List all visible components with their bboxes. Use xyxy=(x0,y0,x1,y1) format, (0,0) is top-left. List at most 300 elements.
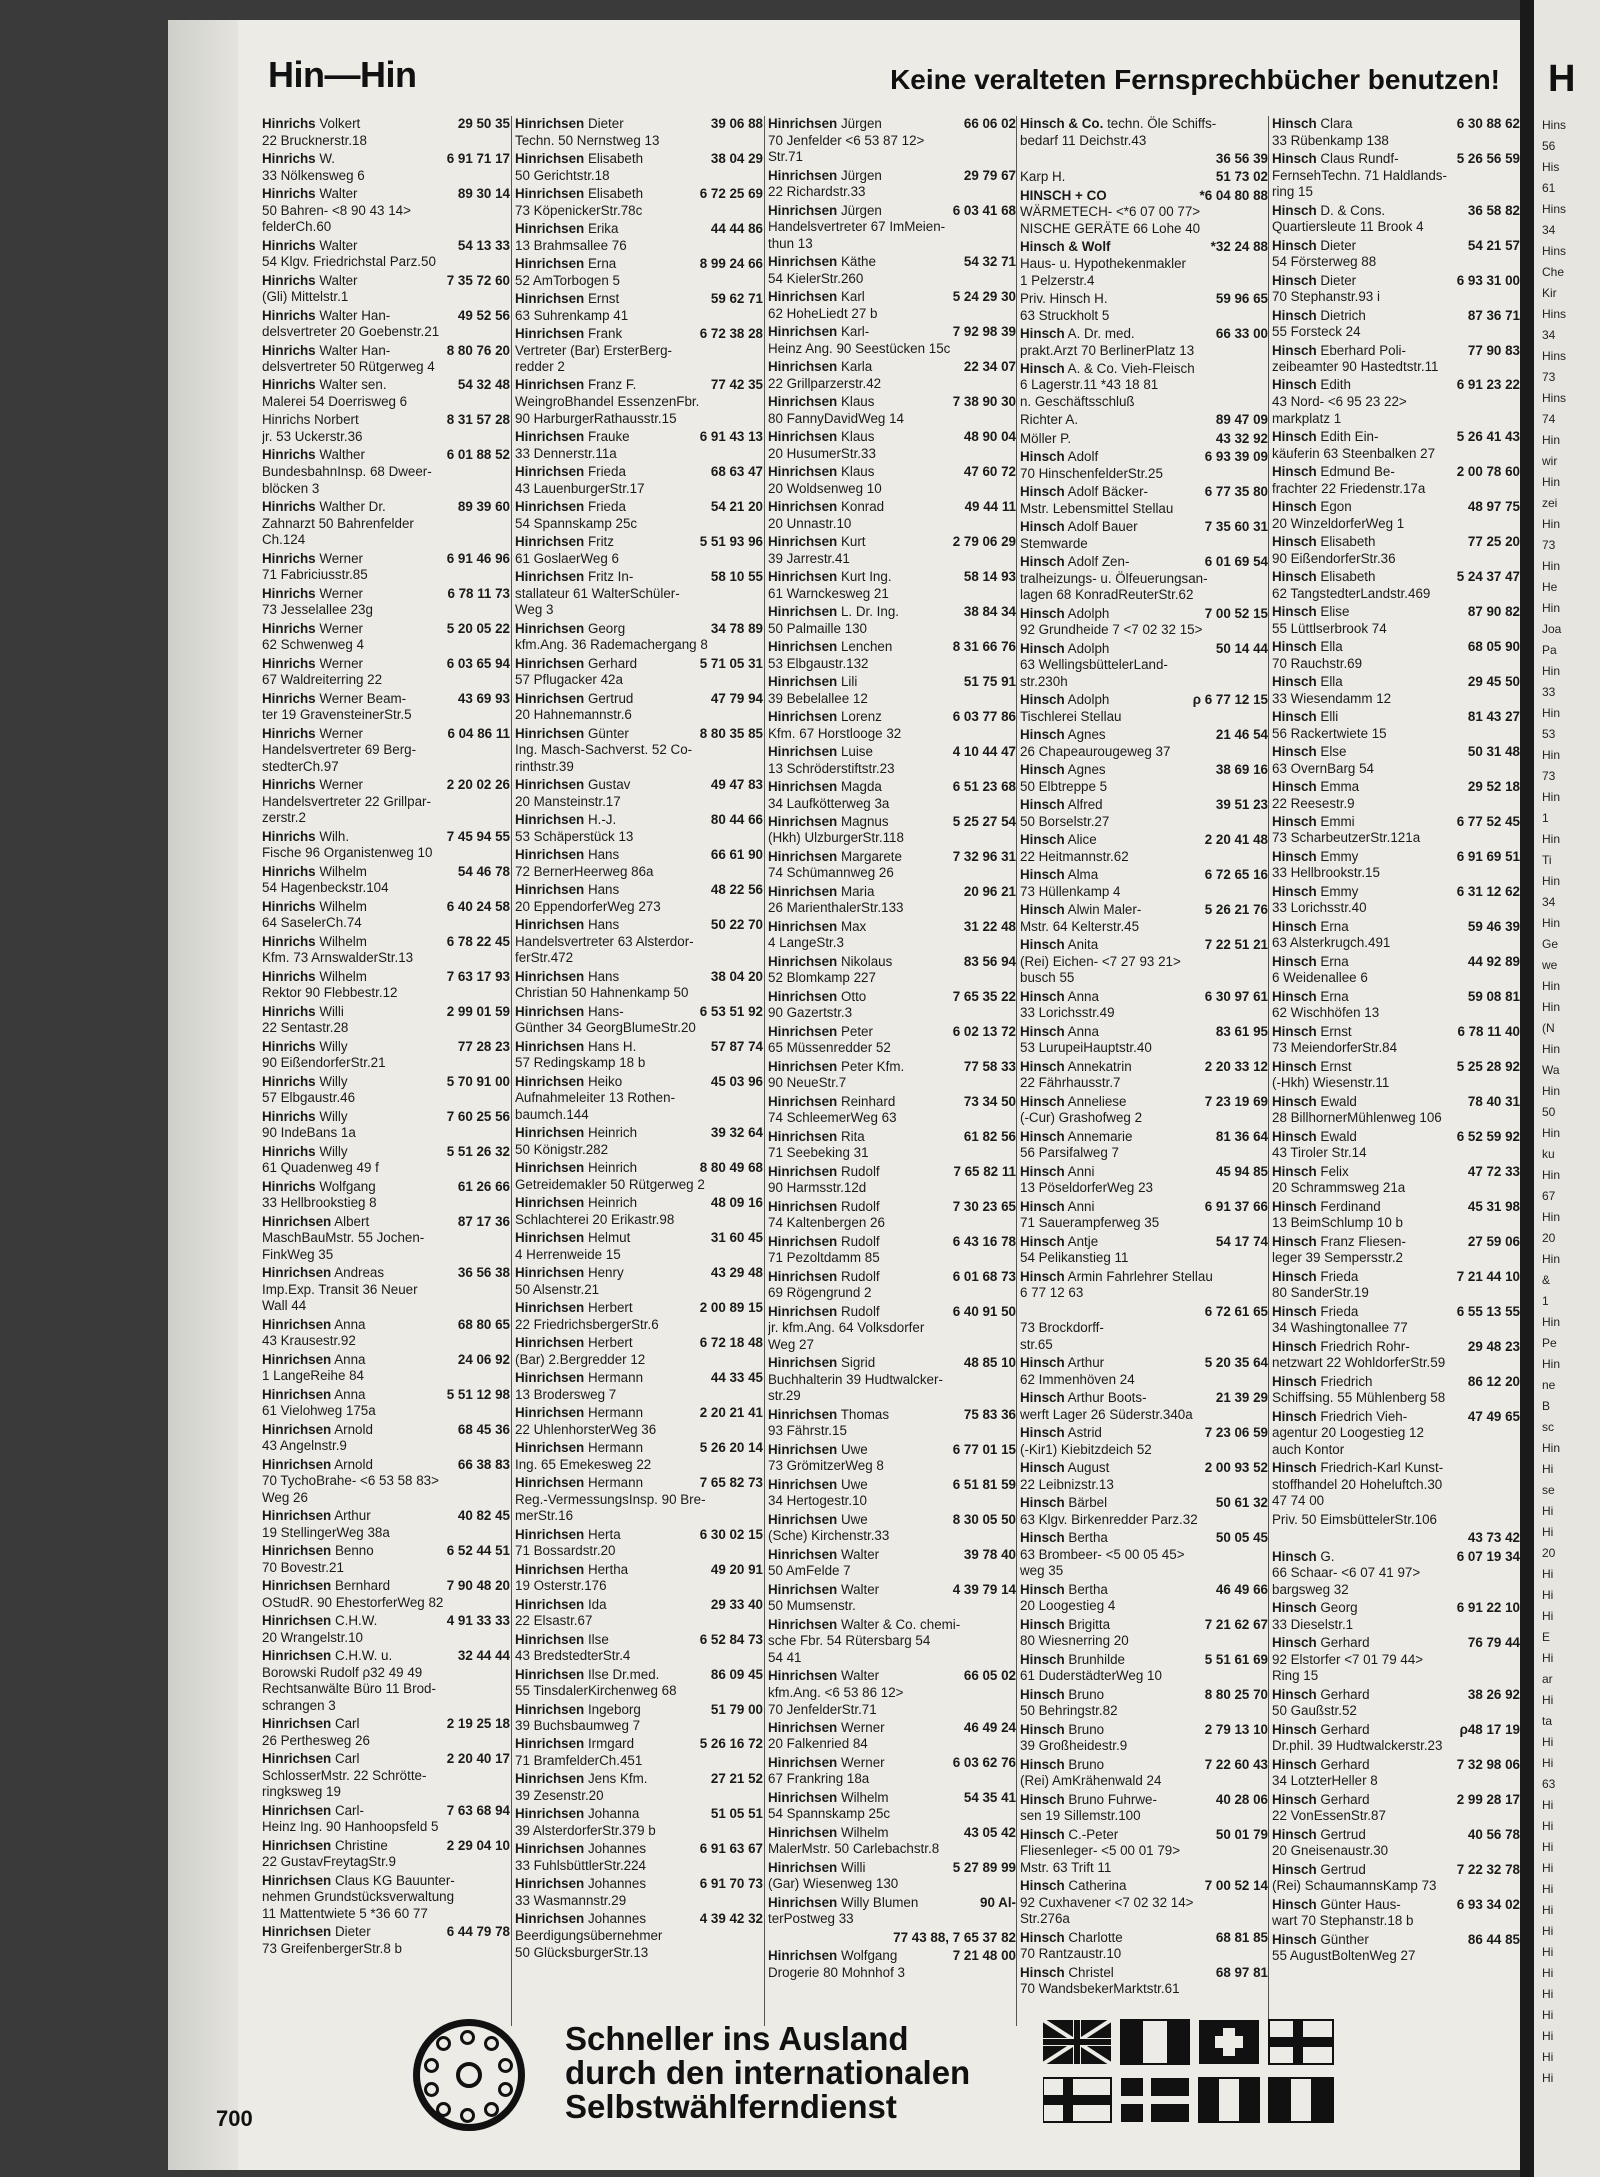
entry-label xyxy=(1020,1355,1104,1372)
entry-address-line: 63 Suhrenkamp 41 xyxy=(515,307,629,323)
entry-address-line: Rektor 90 Flebbestr.12 xyxy=(262,985,398,1001)
directory-entry xyxy=(768,168,1016,201)
entry-headline xyxy=(262,1074,510,1091)
subscriber-surname: Hinsch xyxy=(1272,813,1317,829)
entry-address-line: 73 Brockdorff- xyxy=(1020,1320,1104,1336)
entry-headline xyxy=(515,377,763,394)
entry-address-line: 71 Sauerampferweg 35 xyxy=(1020,1215,1160,1231)
directory-entry xyxy=(1272,1862,1520,1895)
directory-entry xyxy=(262,1543,510,1576)
directory-entry xyxy=(768,324,1016,357)
phone-number: 2 20 41 48 xyxy=(1204,832,1268,848)
subscriber-details: Hans H. xyxy=(587,1038,637,1054)
entry-address-line: 80 Wiesnerring 20 xyxy=(1020,1633,1129,1649)
next-page-fragment: ku xyxy=(1542,1147,1555,1161)
subscriber-details: Dieter xyxy=(1320,237,1357,253)
subscriber-surname: Hinsch xyxy=(1020,1581,1065,1597)
subscriber-surname: Hinsch xyxy=(1020,640,1065,656)
entry-label xyxy=(768,1355,875,1372)
entry-headline xyxy=(1272,1687,1520,1704)
entry-label xyxy=(515,221,618,238)
phone-number: 6 40 24 58 xyxy=(446,898,510,914)
entry-headline xyxy=(515,1074,763,1091)
subscriber-details: Werner xyxy=(319,655,363,671)
phone-number: 5 51 12 98 xyxy=(446,1386,510,1402)
entry-address-line: 39 Großheidestr.9 xyxy=(1020,1738,1128,1754)
phone-number: 6 03 65 94 xyxy=(446,655,510,671)
subscriber-details: Klaus xyxy=(840,394,875,410)
subscriber-details: Wilhelm xyxy=(840,1824,889,1840)
entry-label xyxy=(262,412,359,429)
subscriber-surname: Hinrichsen xyxy=(262,1716,332,1732)
entry-headline xyxy=(1272,1234,1520,1251)
subscriber-details: Kurt Ing. xyxy=(840,569,892,584)
subscriber-surname: Hinrichsen xyxy=(768,1616,838,1632)
entry-address-line: Haus- u. Hypothekenmakler xyxy=(1020,255,1186,271)
directory-entry xyxy=(768,1825,1016,1858)
entry-label xyxy=(768,1825,889,1842)
subscriber-surname: Hinsch xyxy=(1020,1616,1065,1632)
entry-headline xyxy=(1020,797,1268,814)
entry-address-line: Zahnarzt 50 Bahrenfelder xyxy=(262,515,414,531)
entry-address-line: 52 AmTorbogen 5 xyxy=(515,272,620,288)
entry-address-line: (-Kir1) Kiebitzdeich 52 xyxy=(1020,1441,1152,1457)
subscriber-details: Thomas xyxy=(840,1406,890,1422)
entry-headline xyxy=(1272,814,1520,831)
entry-address-line: Mstr. 64 Kelterstr.45 xyxy=(1020,918,1140,934)
subscriber-surname: Hinsch xyxy=(1272,1756,1317,1772)
entry-headline xyxy=(515,1300,763,1317)
next-page-fragment: 63 xyxy=(1542,1777,1556,1791)
entry-label xyxy=(515,291,619,308)
directory-entry xyxy=(768,1860,1016,1893)
phone-number: 51 05 51 xyxy=(710,1806,763,1822)
entry-headline xyxy=(262,1144,510,1161)
entry-address-line: 22 Elsastr.67 xyxy=(515,1613,593,1629)
subscriber-details: Hans xyxy=(587,882,620,898)
entry-label xyxy=(768,954,892,971)
entry-headline xyxy=(1020,188,1268,205)
directory-entry xyxy=(262,186,510,236)
entry-address-line: 63 Struckholt 5 xyxy=(1020,307,1110,323)
phone-number: 6 91 63 67 xyxy=(699,1841,763,1857)
entry-label xyxy=(768,464,874,481)
entry-label xyxy=(1272,1059,1352,1076)
entry-label xyxy=(1020,762,1106,779)
entry-label xyxy=(1272,1460,1443,1477)
next-page-fragment: Hin xyxy=(1542,1315,1561,1329)
subscriber-surname: Hinrichsen xyxy=(768,429,838,445)
directory-entry xyxy=(1020,1199,1268,1232)
phone-number: 5 26 20 14 xyxy=(699,1440,763,1456)
directory-entry xyxy=(262,1144,510,1177)
directory-entry xyxy=(515,812,763,845)
entry-headline xyxy=(1020,692,1268,709)
entry-headline xyxy=(262,934,510,951)
entry-address-line: 26 Perthesweg 26 xyxy=(262,1732,370,1748)
phone-number: 5 20 05 22 xyxy=(446,620,510,636)
directory-entry xyxy=(1020,1687,1268,1720)
entry-label xyxy=(262,1179,376,1196)
subscriber-details: Charlotte xyxy=(1068,1929,1123,1945)
subscriber-details: Anna xyxy=(334,1316,366,1332)
subscriber-details: Christel xyxy=(1068,1964,1114,1980)
entry-headline xyxy=(262,899,510,916)
entry-label xyxy=(262,551,363,568)
entry-address-line: 74 SchleemerWeg 63 xyxy=(768,1110,897,1126)
entry-headline xyxy=(262,1214,510,1231)
entry-address-line: 4 Herrenweide 15 xyxy=(515,1246,621,1262)
phone-number: 75 83 36 xyxy=(963,1406,1016,1422)
entry-headline xyxy=(1020,239,1268,256)
entry-headline xyxy=(768,1547,1016,1564)
banner-slogan xyxy=(565,2022,970,2124)
directory-entry xyxy=(262,1457,510,1507)
entry-headline xyxy=(768,1129,1016,1146)
entry-address-line: bedarf 11 Deichstr.43 xyxy=(1020,132,1147,148)
subscriber-surname: Hinsch xyxy=(1020,1495,1065,1511)
directory-entry xyxy=(1020,1129,1268,1162)
phone-number: 5 51 93 96 xyxy=(699,534,763,550)
subscriber-details: Johannes xyxy=(587,1876,647,1892)
next-page-fragment: Hins xyxy=(1542,244,1567,258)
next-page-fragment: Ge xyxy=(1542,937,1559,951)
directory-entry xyxy=(1020,484,1268,517)
subscriber-details: Gerhard xyxy=(1320,1756,1370,1772)
subscriber-surname: Hinrichs xyxy=(262,307,316,323)
entry-address-line: 50 Königstr.282 xyxy=(515,1141,609,1157)
subscriber-details: Astrid xyxy=(1067,1425,1102,1441)
subscriber-details: Edmund Be- xyxy=(1320,464,1395,480)
subscriber-surname: Hinsch xyxy=(1020,988,1065,1004)
entry-headline xyxy=(262,273,510,290)
entry-label xyxy=(515,1230,630,1247)
entry-label xyxy=(262,1352,365,1369)
entry-label xyxy=(262,1838,388,1855)
next-page-fragment: Hin xyxy=(1542,664,1561,678)
directory-entry xyxy=(1272,1932,1520,1965)
entry-label xyxy=(515,656,637,673)
entry-headline xyxy=(1272,1549,1520,1566)
subscriber-surname: Hinrichsen xyxy=(515,620,585,636)
entry-headline xyxy=(1272,1199,1520,1216)
next-page-fragment: Hins xyxy=(1542,118,1567,132)
directory-entry xyxy=(515,1300,763,1333)
subscriber-surname: Hinsch xyxy=(1272,1338,1317,1354)
next-page-fragment: Pe xyxy=(1542,1336,1557,1350)
directory-entry xyxy=(1020,412,1268,429)
entry-headline xyxy=(262,1109,510,1126)
entry-label xyxy=(768,1755,885,1772)
subscriber-details: Annemarie xyxy=(1067,1128,1133,1144)
subscriber-surname: Hinrichs xyxy=(262,655,316,671)
directory-entry xyxy=(515,1527,763,1560)
subscriber-surname: Hinrichsen xyxy=(768,883,838,899)
phone-number: 29 45 50 xyxy=(1467,673,1520,689)
subscriber-details: Felix xyxy=(1320,1163,1349,1179)
entry-label xyxy=(1020,1617,1110,1634)
directory-entry xyxy=(768,954,1016,987)
entry-address-line: 53 Elbgaustr.132 xyxy=(768,655,869,671)
directory-entry xyxy=(768,289,1016,322)
subscriber-details: Elise xyxy=(1320,603,1350,619)
entry-address-line: Handelsvertreter 22 Grillpar- xyxy=(262,793,431,809)
directory-entry xyxy=(515,691,763,724)
entry-label xyxy=(515,1405,643,1422)
directory-entry xyxy=(768,639,1016,672)
subscriber-surname: Hinrichsen xyxy=(515,847,585,863)
directory-entry xyxy=(1272,499,1520,532)
entry-headline xyxy=(768,954,1016,971)
subscriber-surname: Hinrichsen xyxy=(515,812,585,828)
phone-number: 6 78 22 45 xyxy=(446,933,510,949)
next-page-fragment: Hi xyxy=(1542,1588,1554,1602)
subscriber-surname: Hinsch xyxy=(1020,1355,1065,1371)
entry-address-line: Weg 27 xyxy=(768,1336,814,1352)
entry-label xyxy=(262,447,365,464)
entry-label xyxy=(768,1129,865,1146)
phone-number: 7 63 17 93 xyxy=(446,968,510,984)
entry-label xyxy=(515,621,625,638)
next-page-fragment: Hi xyxy=(1542,1693,1554,1707)
subscriber-surname: Hinrichsen xyxy=(515,185,585,201)
country-flags-icon xyxy=(1043,2018,1343,2138)
phone-number: 50 31 48 xyxy=(1467,743,1520,759)
subscriber-details: Luise xyxy=(840,743,873,759)
entry-headline xyxy=(1272,1862,1520,1879)
entry-label xyxy=(1020,188,1107,205)
subscriber-surname: Hinsch xyxy=(1020,692,1065,708)
entry-address-line: Schiffsing. 55 Mühlenberg 58 xyxy=(1272,1390,1446,1406)
subscriber-surname: Hinrichsen xyxy=(515,1003,585,1019)
subscriber-details: Dieter xyxy=(334,1924,371,1940)
entry-headline xyxy=(1272,238,1520,255)
subscriber-surname: Hinsch xyxy=(1272,150,1317,166)
directory-entry xyxy=(262,1265,510,1315)
phone-number: 50 61 32 xyxy=(1215,1495,1268,1511)
entry-address-line: 90 IndeBans 1a xyxy=(262,1125,356,1141)
subscriber-surname: Hinsch & Wolf xyxy=(1020,239,1111,255)
entry-headline xyxy=(515,1736,763,1753)
directory-entry xyxy=(768,359,1016,392)
entry-headline xyxy=(1272,1059,1520,1076)
next-page-fragment: Hin xyxy=(1542,1357,1561,1371)
phone-number: 38 04 20 xyxy=(710,968,763,984)
phone-number: 29 48 23 xyxy=(1467,1338,1520,1354)
entry-address-line: 90 HarburgerRathausstr.15 xyxy=(515,410,677,426)
entry-headline xyxy=(768,1355,1016,1372)
entry-address-line: Borowski Rudolf ρ32 49 49 xyxy=(262,1664,423,1680)
entry-address-line: 20 EppendorferWeg 273 xyxy=(515,898,661,914)
directory-entry xyxy=(262,412,510,445)
entry-address-line: Aufnahmeleiter 13 Rothen- xyxy=(515,1090,676,1106)
entry-headline xyxy=(262,1751,510,1768)
subscriber-surname: Hinsch xyxy=(1272,708,1317,724)
phone-number: 7 21 48 00 xyxy=(952,1948,1016,1964)
phone-number: 5 26 41 43 xyxy=(1456,429,1520,445)
phone-number: 7 35 72 60 xyxy=(446,272,510,288)
phone-number: 51 75 91 xyxy=(963,673,1016,689)
next-page-fragment: Hin xyxy=(1542,475,1561,489)
entry-headline xyxy=(1272,1635,1520,1652)
subscriber-surname: Hinrichsen xyxy=(768,202,838,218)
directory-entry xyxy=(1020,519,1268,552)
entry-address-line: nehmen Grundstücksverwaltung xyxy=(262,1889,455,1905)
entry-address-line: 13 Brodersweg 7 xyxy=(515,1386,617,1402)
next-page-fragment: 53 xyxy=(1542,727,1556,741)
entry-headline xyxy=(515,726,763,743)
subscriber-surname: Hinrichsen xyxy=(262,1508,332,1524)
directory-entry xyxy=(1020,1304,1268,1354)
phone-number: 39 51 23 xyxy=(1215,797,1268,813)
entry-address-line: frachter 22 Friedenstr.17a xyxy=(1272,480,1426,496)
entry-headline xyxy=(515,1911,763,1928)
entry-headline xyxy=(515,917,763,934)
entry-headline xyxy=(515,812,763,829)
directory-entry xyxy=(1272,1827,1520,1860)
directory-entry xyxy=(262,1648,510,1714)
subscriber-details: Agnes xyxy=(1067,727,1106,743)
entry-label xyxy=(515,969,619,986)
phone-number: 61 26 66 xyxy=(457,1178,510,1194)
entry-address-line: 43 Tiroler Str.14 xyxy=(1272,1145,1367,1161)
entry-label xyxy=(768,1024,873,1041)
phone-number: 6 07 19 34 xyxy=(1456,1548,1520,1564)
entry-headline xyxy=(515,1632,763,1649)
entry-address-line: 22 Grillparzerstr.42 xyxy=(768,375,882,391)
subscriber-surname: Hinsch xyxy=(1020,1686,1065,1702)
phone-number: 6 52 44 51 xyxy=(446,1543,510,1559)
entry-headline xyxy=(262,116,510,133)
next-page-edge xyxy=(1520,0,1600,2177)
entry-address-line: Heinz Ing. 90 Hanhoopsfeld 5 xyxy=(262,1819,439,1835)
next-page-fragment: Hi xyxy=(1542,1504,1554,1518)
entry-headline xyxy=(515,1475,763,1492)
phone-number: 6 55 13 55 xyxy=(1456,1303,1520,1319)
entry-label xyxy=(768,324,869,341)
directory-entry xyxy=(768,1582,1016,1615)
subscriber-details: Magnus xyxy=(840,813,889,829)
entry-label xyxy=(262,899,367,916)
entry-label xyxy=(515,1527,621,1544)
entry-headline xyxy=(1272,1530,1520,1547)
entry-headline xyxy=(768,1930,1016,1947)
subscriber-surname: Hinrichsen xyxy=(768,1789,838,1805)
entry-headline xyxy=(1272,1094,1520,1111)
entry-headline xyxy=(1272,1269,1520,1286)
subscriber-surname: Hinsch xyxy=(1020,1929,1065,1945)
phone-number: 7 90 48 20 xyxy=(446,1578,510,1594)
phone-number: 6 03 41 68 xyxy=(952,202,1016,218)
next-page-fragment: Ti xyxy=(1542,853,1552,867)
entry-address-line: 20 HusumerStr.33 xyxy=(768,445,876,461)
entry-headline xyxy=(262,726,510,743)
directory-entry xyxy=(262,1422,510,1455)
subscriber-surname: Hinrichsen xyxy=(515,1561,585,1577)
entry-headline xyxy=(262,447,510,464)
entry-address-line: 73 ScharbeutzerStr.121a xyxy=(1272,830,1421,846)
entry-address-line: 55 TinsdalerKirchenweg 68 xyxy=(515,1683,677,1699)
entry-label xyxy=(262,691,406,708)
entry-address-line: 39 Bebelallee 12 xyxy=(768,690,868,706)
entry-headline xyxy=(1272,377,1520,394)
subscriber-details: Hertha xyxy=(587,1561,629,1577)
entry-address-line: ring 15 xyxy=(1272,184,1313,200)
phone-number: 6 93 34 02 xyxy=(1456,1896,1520,1912)
phone-number: 68 05 90 xyxy=(1467,638,1520,654)
directory-entry xyxy=(1272,308,1520,341)
entry-label xyxy=(1272,273,1356,290)
subscriber-surname: Hinrichsen xyxy=(262,1213,332,1229)
entry-label xyxy=(1272,1549,1335,1566)
subscriber-details: Walter xyxy=(319,237,358,253)
entry-address-line: Fliesenleger- <5 00 01 79> xyxy=(1020,1843,1181,1859)
entry-headline xyxy=(262,551,510,568)
phone-number: 6 01 68 73 xyxy=(952,1268,1016,1284)
entry-address-line: 67 Waldreiterring 22 xyxy=(262,672,383,688)
next-page-fragment: Hi xyxy=(1542,1735,1554,1749)
subscriber-surname: Hinrichsen xyxy=(515,290,585,306)
entry-headline xyxy=(515,1527,763,1544)
subscriber-surname: Hinrichsen xyxy=(515,499,585,515)
entry-address-line: Ing. Masch-Sachverst. 52 Co- xyxy=(515,742,693,758)
next-page-fragment: Kir xyxy=(1542,286,1557,300)
entry-label xyxy=(1272,1862,1366,1879)
phone-number: 29 50 35 xyxy=(457,116,510,131)
phone-number: 44 33 45 xyxy=(710,1370,763,1386)
entry-label xyxy=(515,1039,636,1056)
directory-entry xyxy=(262,308,510,341)
entry-headline xyxy=(1272,1024,1520,1041)
subscriber-details: Herbert xyxy=(587,1300,633,1316)
entry-headline xyxy=(515,1597,763,1614)
phone-number: 36 56 38 xyxy=(457,1265,510,1281)
next-page-fragment: Hi xyxy=(1542,1567,1554,1581)
phone-number: 8 99 24 66 xyxy=(699,255,763,271)
phone-number: 5 51 61 69 xyxy=(1204,1651,1268,1667)
entry-headline xyxy=(515,221,763,238)
directory-column-5 xyxy=(1272,116,1520,2026)
entry-label xyxy=(1020,1930,1123,1947)
entry-label xyxy=(262,864,367,881)
rotary-dial-icon xyxy=(413,2019,525,2131)
directory-entry xyxy=(768,394,1016,427)
directory-entry xyxy=(768,1094,1016,1127)
entry-headline xyxy=(768,168,1016,185)
entry-headline xyxy=(1020,116,1268,133)
entry-address-line: 22 GustavFreytagStr.9 xyxy=(262,1854,396,1870)
entry-address-line: 33 Dennerstr.11a xyxy=(515,445,617,461)
directory-entry xyxy=(262,969,510,1002)
entry-address-line: 70 Rantzaustr.10 xyxy=(1020,1946,1122,1962)
entry-label xyxy=(262,621,363,638)
directory-entry xyxy=(1272,1757,1520,1790)
phone-number: ρ 6 77 12 15 xyxy=(1192,692,1268,708)
subscriber-surname: Hinrichsen xyxy=(768,813,838,829)
entry-label xyxy=(515,569,633,586)
phone-number: 6 91 70 73 xyxy=(699,1876,763,1892)
directory-entry xyxy=(1272,1094,1520,1127)
directory-entry xyxy=(515,1562,763,1595)
entry-label xyxy=(768,674,857,691)
entry-headline xyxy=(515,569,763,586)
entry-address-line: kfm.Ang. 36 Rademachergang 8 xyxy=(515,637,708,653)
entry-address-line: 43 LauenburgerStr.17 xyxy=(515,480,645,496)
entry-label xyxy=(1020,412,1078,429)
subscriber-details: Karl- xyxy=(840,324,870,340)
entry-headline xyxy=(515,499,763,516)
subscriber-details: Bertha xyxy=(1068,1581,1108,1597)
